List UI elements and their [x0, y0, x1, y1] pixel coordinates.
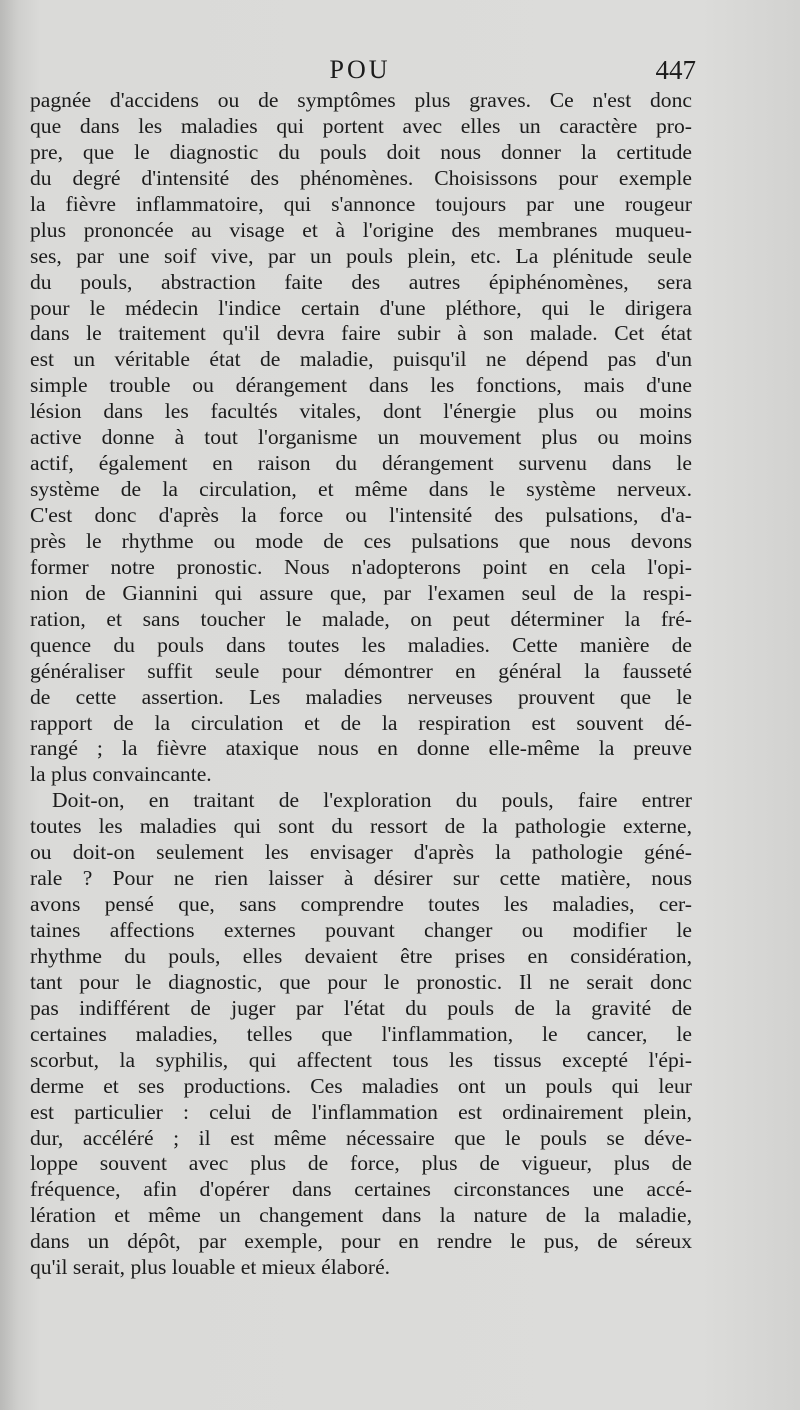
text-line: qu'il serait, plus louable et mieux élaboré.	[30, 1255, 391, 1280]
text-line: ou doit-on seulement les envisager d'après la pathologie géné-	[30, 840, 692, 865]
text-line: pour le médecin l'indice certain d'une pléthore, qui le dirigera	[30, 295, 692, 320]
text-line: simple trouble ou dérangement dans les fonctions, mais d'une	[30, 373, 692, 398]
text-line: scorbut, la syphilis, qui affectent tous les tissus excepté l'épi-	[30, 1047, 692, 1072]
text-line: que dans les maladies qui portent avec elles un caractère pro-	[30, 113, 692, 138]
text-line: quence du pouls dans toutes les maladies. Cette manière de	[30, 632, 692, 657]
text-line: former notre pronostic. Nous n'adopterons point en cela l'opi-	[30, 554, 692, 579]
text-line: pagnée d'accidens ou de symptômes plus graves. Ce n'est donc	[30, 88, 692, 112]
text-line: dans un dépôt, par exemple, pour en rendre le pus, de séreux	[30, 1229, 692, 1254]
text-line: la fièvre inflammatoire, qui s'annonce toujours par une rougeur	[30, 191, 692, 216]
text-line: actif, également en raison du dérangement survenu dans le	[30, 451, 692, 476]
text-line: est particulier : celui de l'inflammation est ordinairement plein,	[30, 1099, 692, 1124]
text-line: plus prononcée au visage et à l'origine des membranes muqueu-	[30, 217, 692, 242]
text-line: C'est donc d'après la force ou l'intensité des pulsations, d'a-	[30, 503, 692, 527]
text-line: ration, et sans toucher le malade, on peut déterminer la fré-	[30, 606, 692, 631]
text-line: lésion dans les facultés vitales, dont l'énergie plus ou moins	[30, 399, 692, 424]
text-line: rale ? Pour ne rien laisser à désirer sur cette matière, nous	[30, 866, 692, 891]
running-head: POU	[329, 55, 391, 84]
text-line: toutes les maladies qui sont du ressort de la pathologie externe,	[30, 814, 692, 839]
text-line: taines affections externes pouvant changer ou modifier le	[30, 918, 692, 942]
text-line: dans le traitement qu'il devra faire subir à son malade. Cet état	[30, 321, 692, 346]
page-number: 447	[655, 55, 696, 85]
body-text	[30, 88, 692, 1281]
text-line: dur, accéléré ; il est même nécessaire que le pouls se déve-	[30, 1125, 692, 1150]
page-header	[30, 55, 696, 91]
text-line: la plus convaincante.	[30, 762, 212, 787]
text-line: tant pour le diagnostic, que pour le pronostic. Il ne serait donc	[30, 969, 692, 994]
text-line: du pouls, abstraction faite des autres épiphénomènes, sera	[30, 269, 692, 294]
text-line: système de la circulation, et même dans le système nerveux.	[30, 477, 692, 502]
text-line: avons pensé que, sans comprendre toutes les maladies, cer-	[30, 892, 692, 917]
text-line: est un véritable état de maladie, puisqu'il ne dépend pas d'un	[30, 347, 692, 372]
text-line: du degré d'intensité des phénomènes. Choisissons pour exemple	[30, 165, 692, 190]
text-line: Doit-on, en traitant de l'exploration du pouls, faire entrer	[52, 788, 692, 813]
text-line: loppe souvent avec plus de force, plus de vigueur, plus de	[30, 1151, 692, 1176]
text-line: fréquence, afin d'opérer dans certaines circonstances une accé-	[30, 1177, 692, 1202]
text-line: lération et même un changement dans la nature de la maladie,	[30, 1203, 692, 1228]
text-line: pas indifférent de juger par l'état du pouls de la gravité de	[30, 995, 692, 1020]
text-line: généraliser suffit seule pour démontrer en général la fausseté	[30, 658, 692, 683]
text-line: rhythme du pouls, elles devaient être prises en considération,	[30, 943, 692, 968]
text-line: active donne à tout l'organisme un mouvement plus ou moins	[30, 425, 692, 450]
text-line: près le rhythme ou mode de ces pulsations que nous devons	[30, 528, 692, 553]
text-line: ses, par une soif vive, par un pouls plein, etc. La plénitude seule	[30, 243, 692, 268]
text-line: certaines maladies, telles que l'inflammation, le cancer, le	[30, 1021, 692, 1046]
text-line: rangé ; la fièvre ataxique nous en donne elle-même la preuve	[30, 736, 692, 761]
text-line: derme et ses productions. Ces maladies ont un pouls qui leur	[30, 1073, 692, 1098]
text-line: pre, que le diagnostic du pouls doit nous donner la certitude	[30, 139, 692, 164]
text-line: de cette assertion. Les maladies nerveuses prouvent que le	[30, 684, 692, 709]
text-line: rapport de la circulation et de la respiration est souvent dé-	[30, 710, 692, 735]
text-line: nion de Giannini qui assure que, par l'examen seul de la respi-	[30, 580, 692, 605]
